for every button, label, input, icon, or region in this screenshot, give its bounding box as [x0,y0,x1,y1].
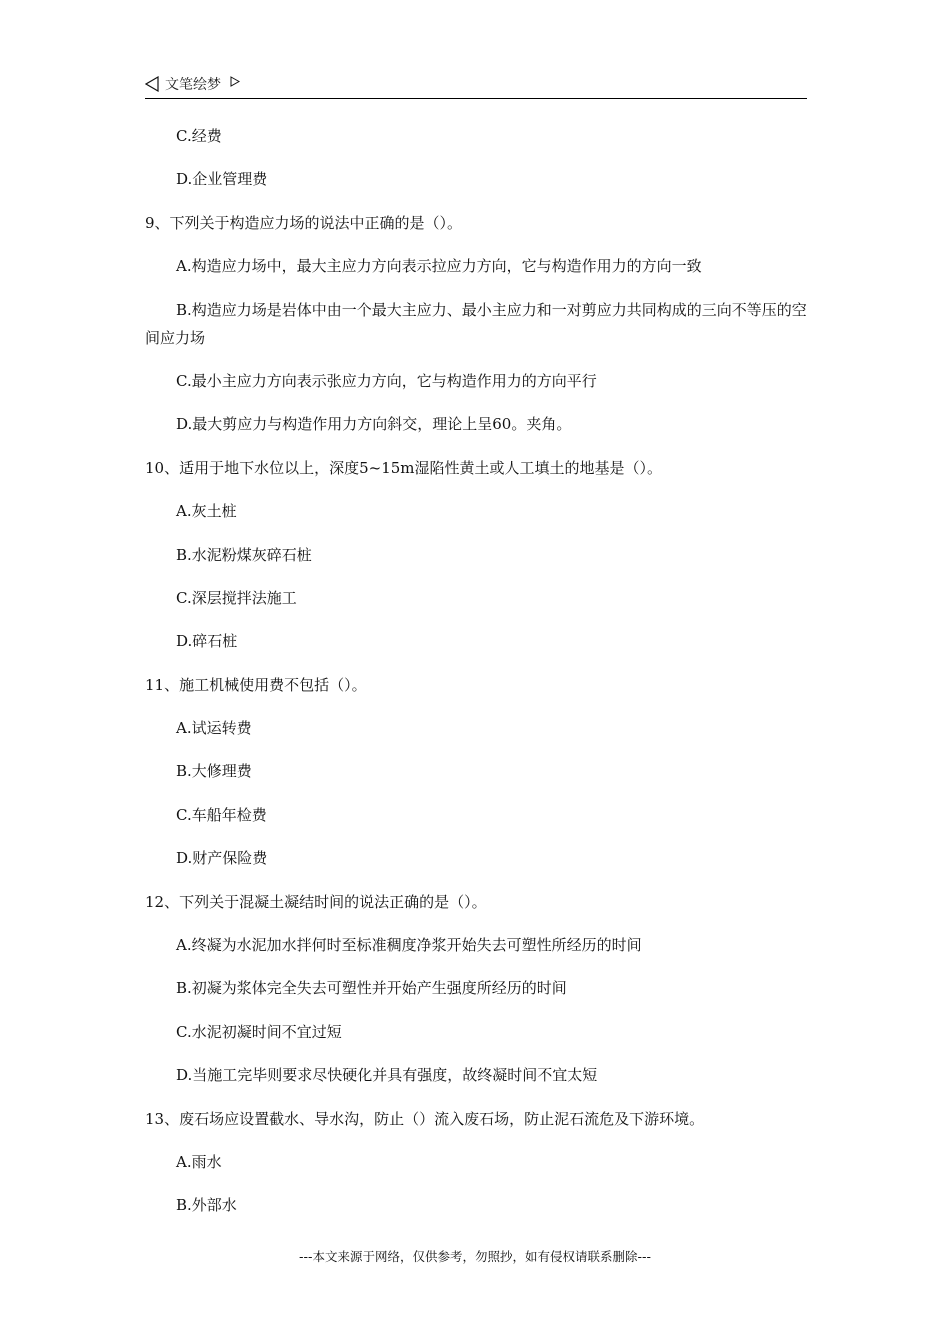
header-brand: 文笔绘梦 [165,77,221,93]
q12-option-b: B.初凝为浆体完全失去可塑性并开始产生强度所经历的时间 [176,979,567,998]
question-12: 12、下列关于混凝土凝结时间的说法正确的是（）。 [145,892,487,911]
q9-option-a: A.构造应力场中，最大主应力方向表示拉应力方向，它与构造作用力的方向一致 [176,257,702,276]
question-9: 9、下列关于构造应力场的说法中正确的是（）。 [145,213,463,232]
q12-option-c: C.水泥初凝时间不宜过短 [176,1022,342,1041]
question-13: 13、废石场应设置截水、导水沟，防止（）流入废石场，防止泥石流危及下游环境。 [145,1109,705,1128]
page-header [145,74,807,99]
q13-option-a: A.雨水 [176,1152,222,1171]
triangle-left-icon [145,76,159,92]
document-body [145,122,807,1235]
q13-option-b: B.外部水 [176,1196,237,1215]
q10-option-c: C.深层搅拌法施工 [176,588,297,607]
q9-option-c: C.最小主应力方向表示张应力方向，它与构造作用力的方向平行 [176,371,597,390]
q10-option-b: B.水泥粉煤灰碎石桩 [176,545,312,564]
q11-option-b: B.大修理费 [176,762,252,781]
q11-option-a: A.试运转费 [176,719,252,738]
option-d-management-fee: D.企业管理费 [176,170,268,189]
option-c-funds: C.经费 [176,127,222,145]
q11-option-d: D.财产保险费 [176,849,268,868]
q9-option-b: B.构造应力场是岩体中由一个最大主应力、最小主应力和一对剪应力共同构成的三向不等压的空间应力场 [145,300,807,347]
page-footer-disclaimer: ---本文来源于网络，仅供参考，勿照抄，如有侵权请联系删除--- [298,1249,652,1264]
q12-option-a: A.终凝为水泥加水拌何时至标准稠度净浆开始失去可塑性所经历的时间 [176,936,642,955]
q10-option-d: D.碎石桩 [176,632,238,651]
q12-option-d: D.当施工完毕则要求尽快硬化并具有强度，故终凝时间不宜太短 [176,1066,598,1085]
triangle-right-icon [230,76,240,87]
q11-option-c: C.车船年检费 [176,805,267,824]
q10-option-a: A.灰土桩 [176,502,237,521]
question-10: 10、适用于地下水位以上，深度5~15m湿陷性黄土或人工填土的地基是（）。 [145,458,663,477]
q9-option-d: D.最大剪应力与构造作用力方向斜交，理论上呈60。夹角。 [176,415,572,434]
question-11: 11、施工机械使用费不包括（）。 [145,675,367,694]
